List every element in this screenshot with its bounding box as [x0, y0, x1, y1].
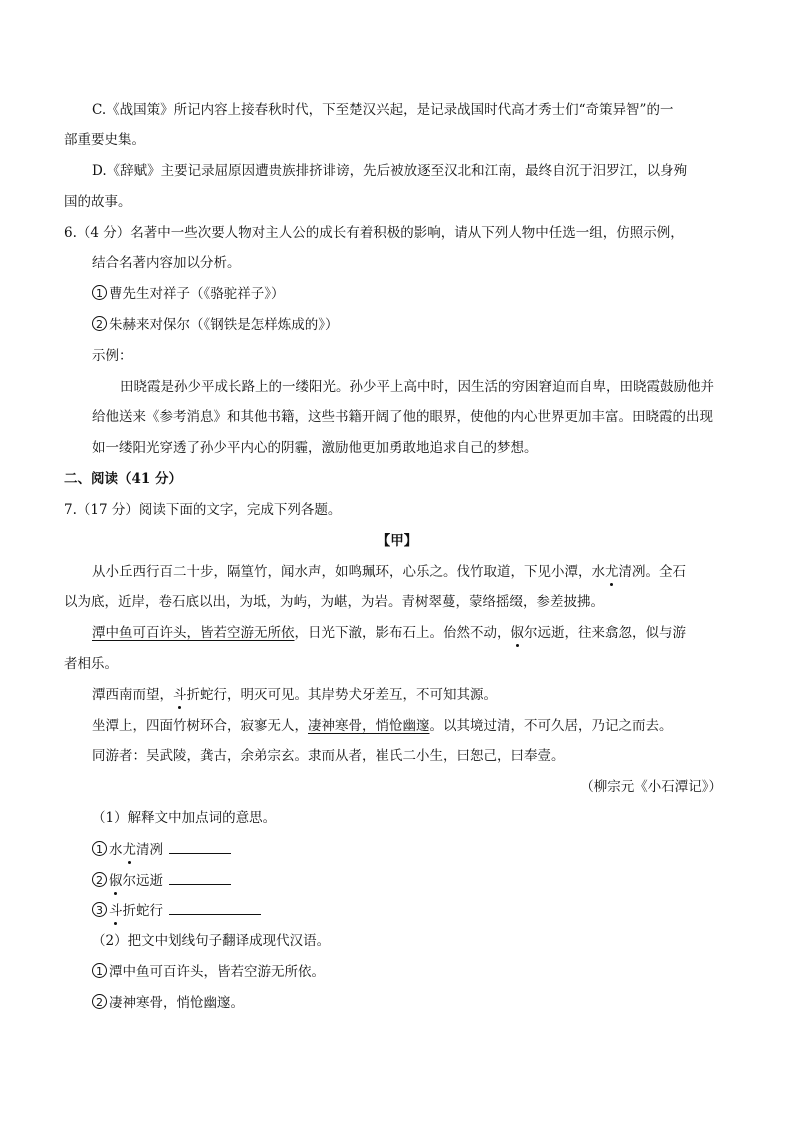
sub2-item-1: [92, 962, 325, 982]
dotted-word: 俶: [510, 625, 524, 641]
option-c-line1: C.《战国策》所记内容上接春秋时代，下至楚汉兴起，是记录战国时代高才秀士们“奇策异智”的一: [92, 102, 674, 118]
section-title: 二、阅读（41 分）: [64, 471, 182, 487]
text-run: 凄神寒骨，悄怆幽邃。: [109, 995, 244, 1011]
text-run: 清冽: [136, 842, 163, 858]
underlined-sentence: 凄神寒骨，悄怆幽邃: [308, 718, 430, 734]
text-run: 尔远逝: [122, 873, 163, 889]
option-c-line2: 部重要史集。: [64, 132, 145, 148]
answer-blank[interactable]: [169, 839, 231, 854]
circled-number: 2: [92, 994, 107, 1009]
sub2-item-2: [92, 993, 244, 1013]
dotted-word: 斗: [109, 903, 123, 919]
q6-choice-2-text: 朱赫来对保尔（《钢铁是怎样炼成的》）: [109, 317, 339, 333]
q6-example-line3: 如一缕阳光穿透了孙少平内心的阴霾，激励他更加勇敢地追求自己的梦想。: [92, 440, 538, 456]
text-run: 坐潭上，四面竹树环合，寂寥无人，: [92, 718, 308, 734]
text-run: 潭中鱼可百许头，皆若空游无所依。: [109, 964, 325, 980]
q6-example-line1: 田晓霞是孙少平成长路上的一缕阳光。孙少平上高中时，因生活的穷困窘迫而自卑，田晓霞鼓励他并: [120, 379, 714, 395]
text-run: 尔远逝，往来翕忽，似与游: [524, 625, 686, 641]
text-run: 清冽。全石: [618, 564, 686, 580]
passage-p4: [92, 716, 673, 736]
q7-stem: 7.（17 分）阅读下面的文字，完成下列各题。: [64, 502, 342, 518]
passage-p1-line1: [92, 562, 686, 582]
text-run: 折蛇行，明灭可见。其岸势犬牙差互，不可知其源。: [186, 687, 497, 703]
dotted-word: 斗: [173, 687, 187, 703]
text-run: 。以其境过清，不可久居，乃记之而去。: [429, 718, 673, 734]
text-run: 折蛇行: [122, 903, 163, 919]
passage-label: 【甲】: [376, 533, 418, 549]
dotted-word: 尤: [122, 842, 136, 858]
dotted-word: 俶: [109, 873, 123, 889]
passage-p1-line2: 以为底，近岸，卷石底以出，为坻，为屿，为嵁，为岩。青树翠蔓，蒙络摇缀，参差披拂。: [64, 594, 604, 610]
passage-p5: 同游者：吴武陵，龚古，余弟宗玄。隶而从者，崔氏二小生，曰恕己，曰奉壹。: [92, 748, 565, 764]
text-run: 潭西南而望，: [92, 687, 173, 703]
sub1-item-2: [92, 870, 231, 890]
option-d-line1: D.《辞赋》主要记录屈原因遭贵族排挤诽谤，先后被放逐至汉北和江南，最终自沉于汨罗江，以身殉: [92, 163, 688, 179]
circled-number: 1: [92, 285, 107, 300]
circled-number: 3: [92, 902, 107, 917]
passage-source: （柳宗元《小石潭记》）: [580, 779, 722, 795]
text-run: 水: [109, 842, 123, 858]
q6-example-label: 示例：: [92, 348, 133, 364]
sub2-stem: （2）把文中划线句子翻译成现代汉语。: [92, 933, 331, 949]
q6-stem-line1: 6.（4 分）名著中一些次要人物对主人公的成长有着积极的影响，请从下列人物中任选一组，仿照示例，: [64, 225, 684, 241]
answer-blank[interactable]: [169, 900, 261, 915]
passage-p3: [92, 685, 497, 705]
circled-number: 2: [92, 872, 107, 887]
sub1-item-1: [92, 839, 231, 859]
sub1-item-3: [92, 900, 261, 920]
passage-p2-line1: [92, 623, 686, 643]
dotted-word: 尤: [605, 564, 619, 580]
circled-number: 1: [92, 963, 107, 978]
q6-choice-1-text: 曹先生对祥子（《骆驼祥子》）: [109, 286, 285, 302]
q6-choice-2: [92, 315, 339, 335]
text-run: 从小丘西行百二十步，隔篁竹，闻水声，如鸣珮环，心乐之。伐竹取道，下见小潭，水: [92, 564, 605, 580]
passage-p2-line2: 者相乐。: [64, 656, 118, 672]
circled-number: 2: [92, 316, 107, 331]
q6-stem-line2: 结合名著内容加以分析。: [92, 255, 241, 271]
underlined-sentence: 潭中鱼可百许头，皆若空游无所依: [92, 625, 295, 641]
circled-number: 1: [92, 841, 107, 856]
q6-example-line2: 给他送来《参考消息》和其他书籍，这些书籍开阔了他的眼界，使他的内心世界更加丰富。田晓霞的出现: [92, 409, 713, 425]
text-run: ，日光下澈，影布石上。佁然不动，: [294, 625, 511, 641]
option-d-line2: 国的故事。: [64, 194, 132, 210]
q6-choice-1: [92, 284, 285, 304]
answer-blank[interactable]: [169, 870, 231, 885]
sub1-stem: （1）解释文中加点词的意思。: [92, 810, 277, 826]
